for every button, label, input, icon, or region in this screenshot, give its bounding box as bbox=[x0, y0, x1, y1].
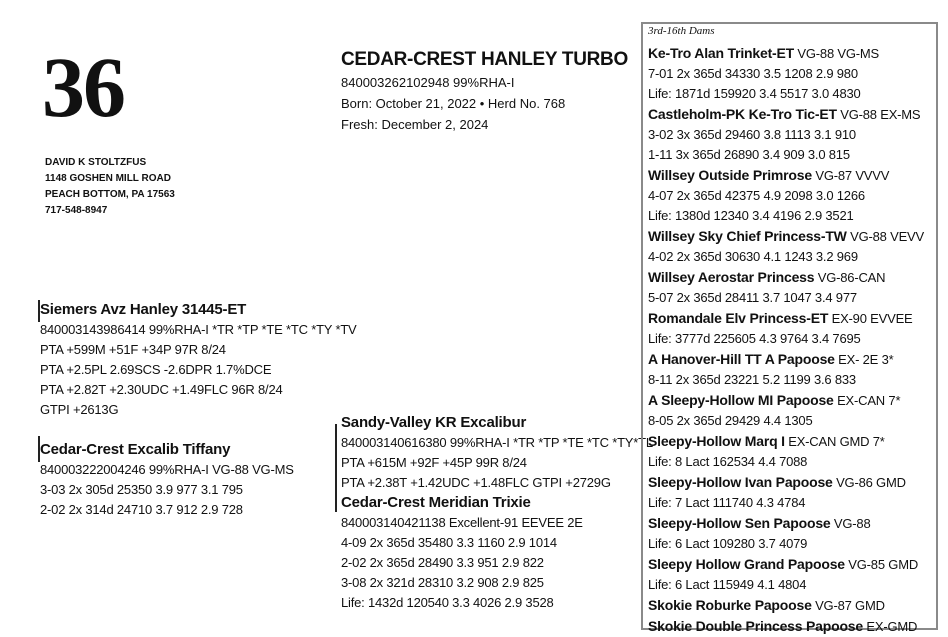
dam-entry-title: Sleepy-Hollow Ivan Papoose bbox=[648, 474, 833, 490]
dam-entry-name bbox=[648, 226, 924, 247]
sire-block bbox=[40, 300, 357, 420]
dam-entry-title: Sleepy-Hollow Sen Papoose bbox=[648, 515, 831, 531]
maternal-dam-line: Life: 1432d 120540 3.3 4026 2.9 3528 bbox=[341, 595, 554, 610]
consignor-name: DAVID K STOLTZFUS bbox=[45, 157, 147, 168]
dam-entry-title: Romandale Elv Princess-ET bbox=[648, 310, 829, 326]
dam-entry-title: Willsey Aerostar Princess bbox=[648, 269, 815, 285]
maternal-dam-line: 2-02 2x 365d 28490 3.3 951 2.9 822 bbox=[341, 555, 544, 570]
maternal-sire-block bbox=[341, 413, 653, 493]
dam-entry-record: 7-01 2x 365d 34330 3.5 1208 2.9 980 bbox=[648, 66, 858, 81]
dam-entry-record: 3-02 3x 365d 29460 3.8 1113 3.1 910 bbox=[648, 127, 856, 142]
dam-entry-score: VG-88 EX-MS bbox=[840, 107, 921, 122]
dam-entry-record: Life: 8 Lact 162534 4.4 7088 bbox=[648, 454, 808, 469]
maternal-dam-block bbox=[341, 493, 583, 613]
dam-entry-name bbox=[648, 513, 924, 534]
dam-entry-name bbox=[648, 349, 924, 370]
dam-entry-score: EX-CAN 7* bbox=[837, 393, 901, 408]
animal-born: Born: October 21, 2022 • Herd No. 768 bbox=[341, 96, 566, 111]
dam-entry-name bbox=[648, 165, 924, 186]
maternal-sire-line: 840003140616380 99%RHA-I *TR *TP *TE *TC *TY*TL bbox=[341, 435, 653, 450]
dam-entry-title: Sleepy-Hollow Marq I bbox=[648, 433, 785, 449]
dam-block bbox=[40, 440, 294, 520]
dam-entry-title: A Hanover-Hill TT A Papoose bbox=[648, 351, 835, 367]
dam-entry-score: VG-88 VG-MS bbox=[797, 46, 880, 61]
dam-entry-score: VG-86-CAN bbox=[817, 270, 886, 285]
sire-name: Siemers Avz Hanley 31445-ET bbox=[40, 301, 247, 318]
consignor-block bbox=[45, 155, 175, 219]
dam-entry-title: Willsey Sky Chief Princess-TW bbox=[648, 228, 847, 244]
dam-entry-name bbox=[648, 390, 924, 411]
sire-line: 840003143986414 99%RHA-I *TR *TP *TE *TC *TY *TV bbox=[40, 322, 357, 337]
dam-entry-score: VG-87 VVVV bbox=[815, 168, 890, 183]
dam-entry-name bbox=[648, 43, 924, 64]
maternal-dam-line: 4-09 2x 365d 35480 3.3 1160 2.9 1014 bbox=[341, 535, 557, 550]
dam-entry-title: Skokie Roburke Papoose bbox=[648, 597, 812, 613]
dam-entry-title: A Sleepy-Hollow MI Papoose bbox=[648, 392, 834, 408]
dam-entry-name bbox=[648, 308, 924, 329]
maternal-dam-line: 840003140421138 Excellent-91 EEVEE 2E bbox=[341, 515, 583, 530]
dam-entry-name bbox=[648, 267, 924, 288]
dam-entry-name bbox=[648, 595, 924, 616]
dam-entry-name bbox=[648, 554, 924, 575]
consignor-address-2: PEACH BOTTOM, PA 17563 bbox=[45, 189, 175, 200]
lot-number: 36 bbox=[42, 39, 124, 135]
sire-line: GTPI +2613G bbox=[40, 402, 119, 417]
dam-entry-title: Castleholm-PK Ke-Tro Tic-ET bbox=[648, 106, 837, 122]
consignor-address-1: 1148 GOSHEN MILL ROAD bbox=[45, 173, 171, 184]
dam-entry-score: EX-GMD bbox=[866, 619, 918, 634]
dam-entry-score: EX-CAN GMD 7* bbox=[788, 434, 885, 449]
maternal-sire-line: PTA +2.38T +1.42UDC +1.48FLC GTPI +2729G bbox=[341, 475, 611, 490]
dam-entry-score: EX-90 EVVEE bbox=[831, 311, 913, 326]
animal-fresh: Fresh: December 2, 2024 bbox=[341, 117, 489, 132]
dam-entry-title: Willsey Outside Primrose bbox=[648, 167, 812, 183]
dam-name: Cedar-Crest Excalib Tiffany bbox=[40, 441, 231, 458]
dam-entry-record: 1-11 3x 365d 26890 3.4 909 3.0 815 bbox=[648, 147, 850, 162]
dam-entry-score: EX- 2E 3* bbox=[838, 352, 894, 367]
dams-list bbox=[648, 43, 924, 637]
sire-line: PTA +599M +51F +34P 97R 8/24 bbox=[40, 342, 226, 357]
dam-line: 3-03 2x 305d 25350 3.9 977 3.1 795 bbox=[40, 482, 243, 497]
dam-bracket bbox=[38, 436, 40, 462]
sire-line: PTA +2.82T +2.30UDC +1.49FLC 96R 8/24 bbox=[40, 382, 283, 397]
dam-entry-title: Sleepy Hollow Grand Papoose bbox=[648, 556, 845, 572]
sire-bracket bbox=[38, 300, 40, 322]
dam-entry-record: 4-02 2x 365d 30630 4.1 1243 3.2 969 bbox=[648, 249, 858, 264]
dam-line: 2-02 2x 314d 24710 3.7 912 2.9 728 bbox=[40, 502, 243, 517]
maternal-dam-name: Cedar-Crest Meridian Trixie bbox=[341, 494, 531, 511]
maternal-dam-line: 3-08 2x 321d 28310 3.2 908 2.9 825 bbox=[341, 575, 544, 590]
maternal-bracket bbox=[335, 424, 337, 512]
animal-id: 840003262102948 99%RHA-I bbox=[341, 75, 515, 90]
dam-entry-score: VG-88 VEVV bbox=[850, 229, 924, 244]
dam-entry-name bbox=[648, 472, 924, 493]
animal-name: CEDAR-CREST HANLEY TURBO bbox=[341, 49, 628, 70]
maternal-sire-line: PTA +615M +92F +45P 99R 8/24 bbox=[341, 455, 527, 470]
dam-line: 840003222004246 99%RHA-I VG-88 VG-MS bbox=[40, 462, 294, 477]
dam-entry-record: Life: 6 Lact 115949 4.1 4804 bbox=[648, 577, 807, 592]
sire-line: PTA +2.5PL 2.69SCS -2.6DPR 1.7%DCE bbox=[40, 362, 272, 377]
dam-entry-record: Life: 3777d 225605 4.3 9764 3.4 7695 bbox=[648, 331, 861, 346]
dams-box-title: 3rd-16th Dams bbox=[648, 25, 715, 37]
dam-entry-name bbox=[648, 431, 924, 452]
dam-entry-record: Life: 7 Lact 111740 4.3 4784 bbox=[648, 495, 806, 510]
dam-entry-record: 5-07 2x 365d 28411 3.7 1047 3.4 977 bbox=[648, 290, 857, 305]
dam-entry-title: Skokie Double Princess Papoose bbox=[648, 618, 863, 634]
dam-entry-record: Life: 1871d 159920 3.4 5517 3.0 4830 bbox=[648, 86, 861, 101]
dam-entry-record: 8-11 2x 365d 23221 5.2 1199 3.6 833 bbox=[648, 372, 856, 387]
maternal-sire-name: Sandy-Valley KR Excalibur bbox=[341, 414, 527, 431]
dam-entry-score: VG-88 bbox=[833, 516, 871, 531]
animal-header bbox=[341, 48, 628, 135]
consignor-phone: 717-548-8947 bbox=[45, 205, 108, 216]
dam-entry-score: VG-86 GMD bbox=[836, 475, 906, 490]
dam-entry-record: 4-07 2x 365d 42375 4.9 2098 3.0 1266 bbox=[648, 188, 865, 203]
dam-entry-record: Life: 6 Lact 109280 3.7 4079 bbox=[648, 536, 808, 551]
dam-entry-score: VG-85 GMD bbox=[848, 557, 919, 572]
dam-entry-title: Ke-Tro Alan Trinket-ET bbox=[648, 45, 794, 61]
dam-entry-record: 8-05 2x 365d 29429 4.4 1305 bbox=[648, 413, 813, 428]
dam-entry-score: VG-87 GMD bbox=[815, 598, 885, 613]
dam-entry-name bbox=[648, 104, 924, 125]
dam-entry-record: Life: 1380d 12340 3.4 4196 2.9 3521 bbox=[648, 208, 854, 223]
dam-entry-name bbox=[648, 616, 924, 637]
